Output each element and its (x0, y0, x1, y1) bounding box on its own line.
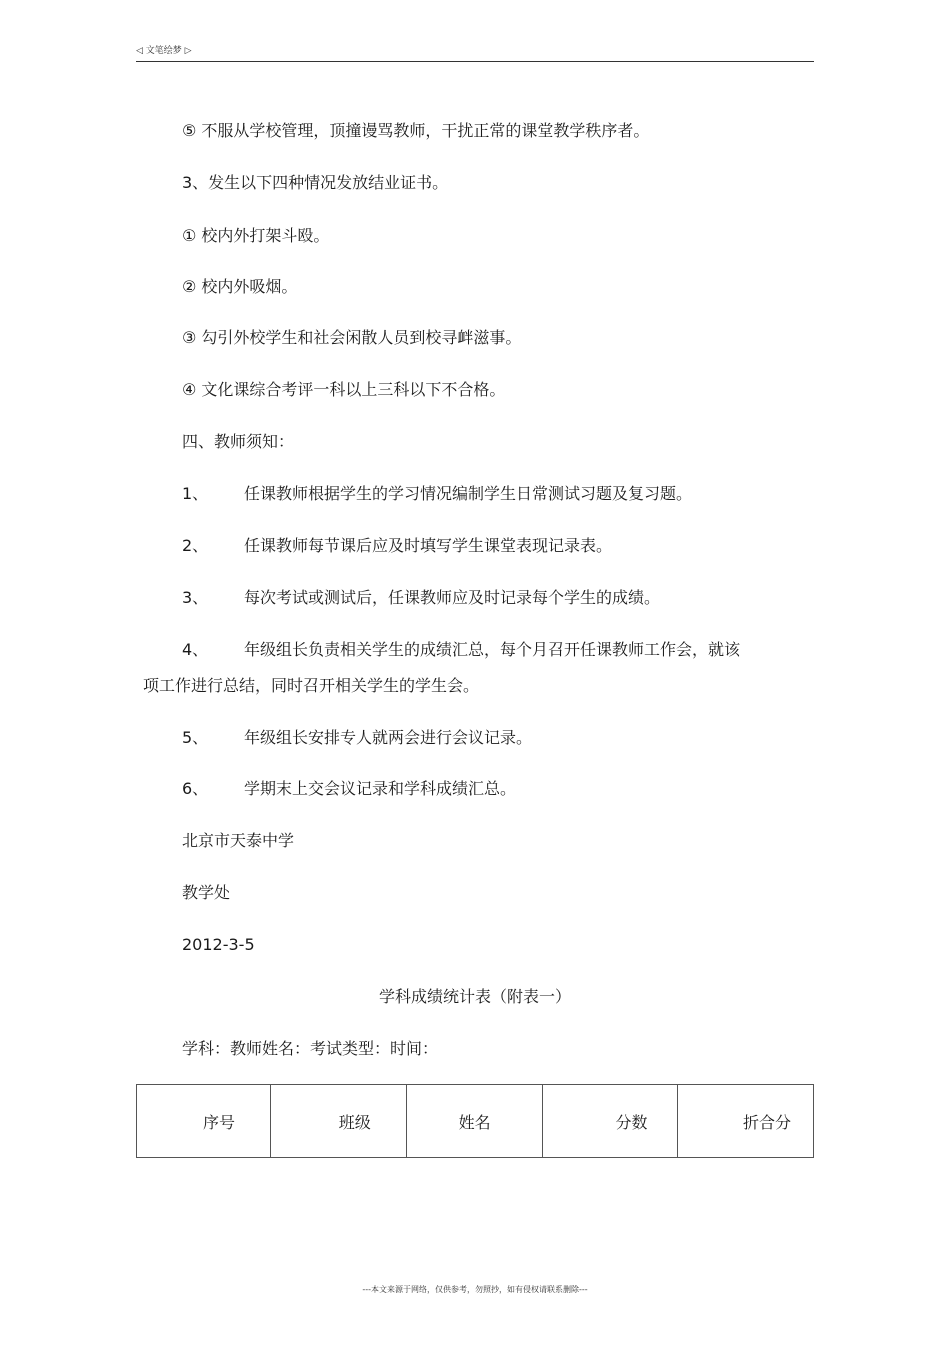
header-cell-converted-score: 折合分 (678, 1085, 814, 1158)
teacher-item (182, 482, 692, 506)
header-cell-class: 班级 (270, 1085, 407, 1158)
teacher-item (182, 586, 660, 610)
rule-item-4: ④ 文化课综合考评一科以上三科以下不合格。 (182, 380, 506, 399)
score-table (136, 1084, 814, 1158)
teacher-item-text: 每次考试或测试后，任课教师应及时记录每个学生的成绩。 (244, 588, 661, 607)
table-fields-line: 学科：教师姓名：考试类型：时间： (182, 1039, 439, 1058)
teacher-item-number: 2、 (182, 536, 209, 555)
teacher-item-text: 年级组长安排专人就两会进行会议记录。 (244, 728, 533, 747)
signature-school: 北京市天泰中学 (182, 831, 295, 850)
teacher-item (182, 726, 532, 750)
teacher-item (182, 534, 612, 558)
section-4-heading: 四、教师须知： (182, 432, 295, 451)
teacher-item-number: 5、 (182, 728, 209, 747)
teacher-item-number: 6、 (182, 779, 209, 798)
teacher-item (182, 777, 516, 801)
page-header: ◁ 文笔绘梦 ▷ (136, 46, 192, 56)
signature-office: 教学处 (182, 883, 231, 902)
table-title: 学科成绩统计表（附表一） (378, 987, 571, 1006)
rule-item-3: ③ 勾引外校学生和社会闲散人员到校寻衅滋事。 (182, 328, 522, 347)
teacher-item-text: 年级组长负责相关学生的成绩汇总，每个月召开任课教师工作会，就该 (244, 640, 741, 659)
table-header-row (137, 1085, 814, 1158)
header-cell-score: 分数 (542, 1085, 678, 1158)
signature-date: 2012-3-5 (182, 935, 255, 954)
rule-item-1: ① 校内外打架斗殴。 (182, 226, 330, 245)
teacher-item-text: 学期末上交会议记录和学科成绩汇总。 (244, 779, 517, 798)
teacher-item-number: 3、 (182, 588, 209, 607)
header-cell-serial: 序号 (137, 1085, 271, 1158)
teacher-item-text: 任课教师根据学生的学习情况编制学生日常测试习题及复习题。 (244, 484, 693, 503)
teacher-item-text: 任课教师每节课后应及时填写学生课堂表现记录表。 (244, 536, 613, 555)
teacher-item-number: 4、 (182, 640, 209, 659)
rule-item-5: ⑤ 不服从学校管理，顶撞谩骂教师，干扰正常的课堂教学秩序者。 (182, 121, 650, 140)
page-footer: ---本文来源于网络，仅供参考，勿照抄，如有侵权请联系删除--- (362, 1285, 588, 1294)
teacher-item-number: 1、 (182, 484, 209, 503)
section-3-heading: 3、发生以下四种情况发放结业证书。 (182, 173, 449, 192)
rule-item-2: ② 校内外吸烟。 (182, 277, 298, 296)
teacher-item-continuation: 项工作进行总结，同时召开相关学生的学生会。 (143, 676, 480, 695)
header-rule (136, 61, 814, 62)
teacher-item (182, 638, 740, 662)
header-cell-name: 姓名 (407, 1085, 542, 1158)
